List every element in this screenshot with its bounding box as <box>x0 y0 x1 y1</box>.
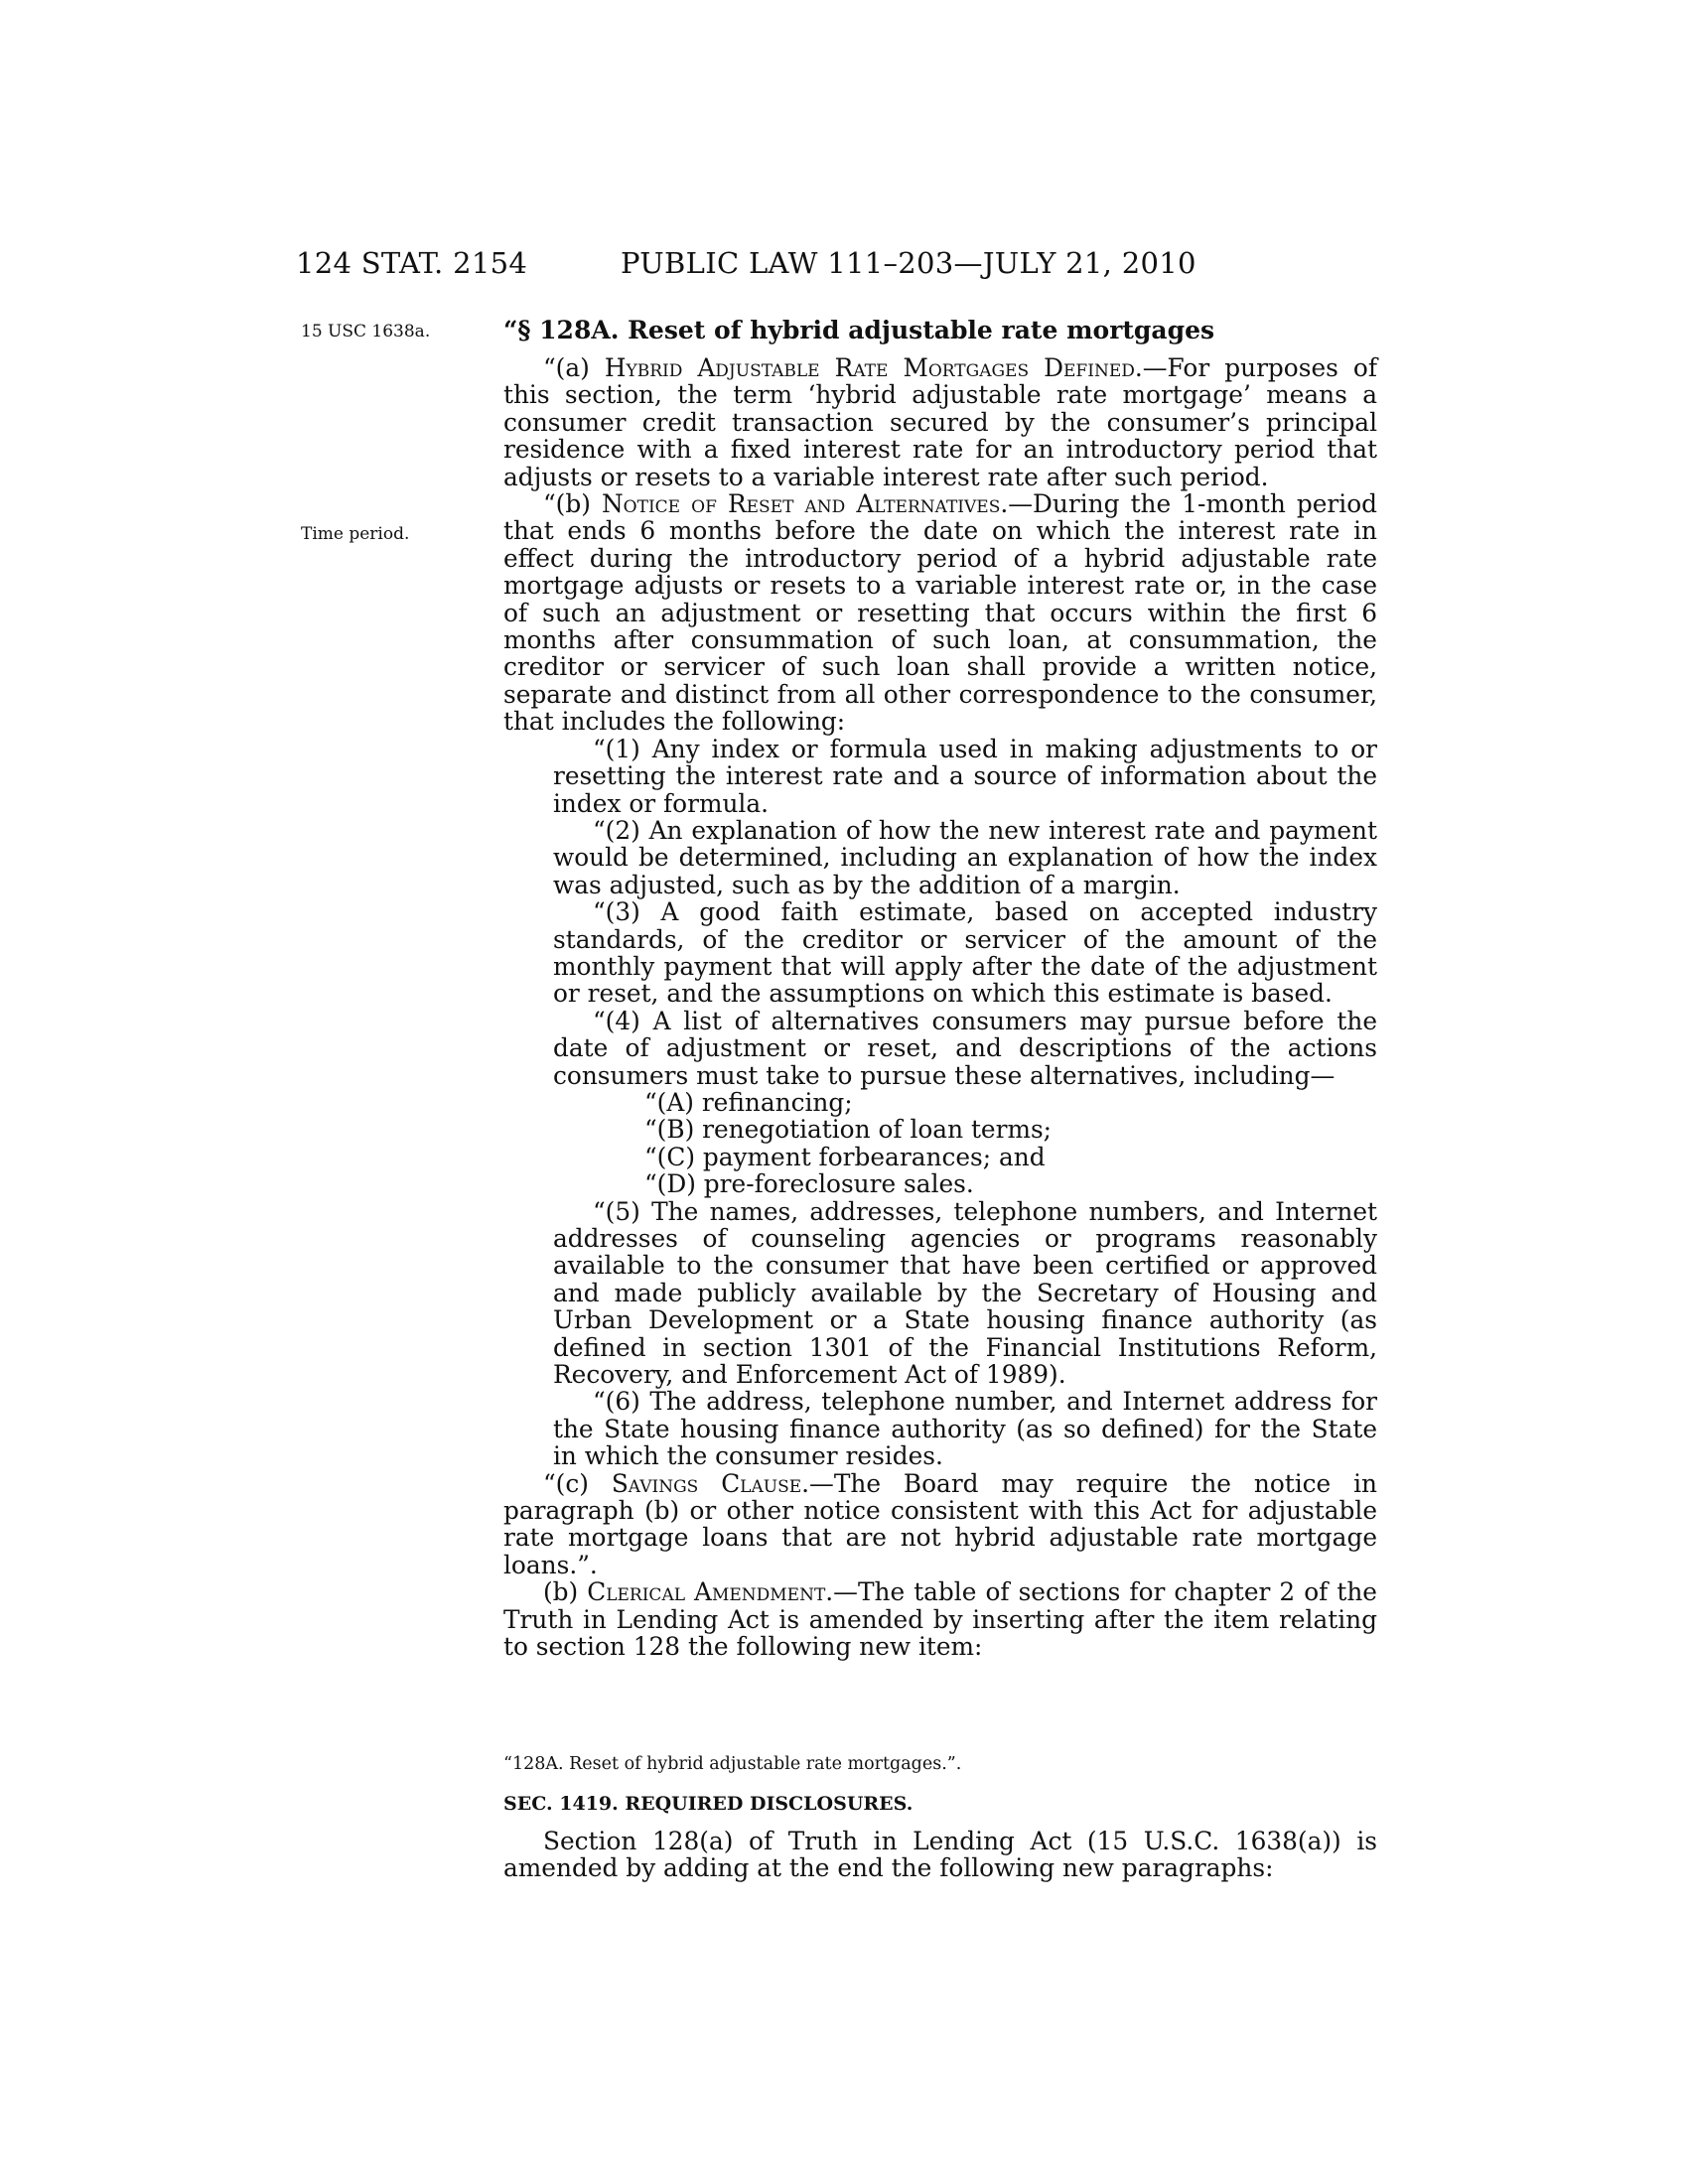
stat-page-number: 124 STAT. 2154 <box>296 246 528 280</box>
list-item-2: “(2) An explanation of how the new interest rate and payment would be determined, including an explanation of how the index was adjusted, such as by the addition of a margin. <box>553 815 1377 899</box>
list-item-1: “(1) Any index or formula used in making adjustments to or resetting the interest rate and a source of information about the index or formula. <box>553 734 1377 818</box>
paragraph-c-text: .—The Board may require the notice in paragraph (b) or other notice consistent with this Act for adjustable rate mortgage loans that are not hybrid adjustable rate mortgage loans.”. <box>503 1468 1377 1579</box>
list-item-3: “(3) A good faith estimate, based on accepted industry standards, of the creditor or servicer of the amount of the monthly payment that will apply after the date of the adjustment or reset, and the assumptions on which this estimate is based. <box>553 897 1377 1009</box>
sec-1419-text: Section 128(a) of Truth in Lending Act (15 U.S.C. 1638(a)) is amended by adding at the end the following new paragraphs: <box>503 1827 1377 1883</box>
list-item-6: “(6) The address, telephone number, and Internet address for the State housing finance authority (as so defined) for the State in which the consumer resides. <box>553 1387 1377 1471</box>
margin-note-usc: 15 USC 1638a. <box>301 322 431 341</box>
table-of-sections-item: “128A. Reset of hybrid adjustable rate mortgages.”. <box>503 1754 962 1774</box>
paragraph-b-text: .—During the 1-month period that ends 6 months before the date on which the interest rate in effect during the introductory period of a hybrid adjustable rate mortgage adjusts or resets to a variable interest rate or, in the case of such an adjustment or resetting that occurs within the first 6 months after consummation of such loan, at consummation, the creditor or servicer of such loan shall provide a written notice, separate and distinct from all other correspondence to the consumer, that includes the following: <box>503 489 1377 737</box>
paragraph-a-heading: Hybrid Adjustable Rate Mortgages Defined <box>604 353 1135 382</box>
sub-item-b: “(B) renegotiation of loan terms; <box>644 1115 1053 1145</box>
paragraph-b <box>503 490 1377 736</box>
sub-item-a: “(A) refinancing; <box>644 1087 853 1117</box>
sec-1419-heading: SEC. 1419. REQUIRED DISCLOSURES. <box>503 1793 914 1815</box>
paragraph-c <box>503 1470 1377 1579</box>
paragraph-b-heading: Notice of Reset and Alternatives <box>601 489 1001 519</box>
paragraph-c-lead: “(c) <box>543 1468 612 1498</box>
section-title: “§ 128A. Reset of hybrid adjustable rate mortgages <box>503 316 1215 344</box>
paragraph-a <box>503 354 1377 490</box>
paragraph-a-lead: “(a) <box>543 353 605 382</box>
sub-item-d: “(D) pre-foreclosure sales. <box>644 1169 974 1199</box>
paragraph-b-lead: “(b) <box>543 489 602 519</box>
list-item-4: “(4) A list of alternatives consumers may pursue before the date of adjustment or reset, and descriptions of the actions consumers must take to pursue these alternatives, including— <box>553 1006 1377 1090</box>
clerical-amendment <box>503 1578 1377 1660</box>
sec-1419-body <box>503 1828 1377 1882</box>
clerical-heading: Clerical Amendment <box>587 1577 826 1607</box>
sub-item-c: “(C) payment forbearances; and <box>644 1142 1046 1171</box>
section-body <box>503 354 1377 1661</box>
clerical-text: .—The table of sections for chapter 2 of the Truth in Lending Act is amended by inserting after the item relating to section 128 the following new item: <box>503 1577 1377 1662</box>
clerical-lead: (b) <box>543 1577 588 1607</box>
paragraph-c-heading: Savings Clause <box>611 1468 802 1498</box>
list-item-5: “(5) The names, addresses, telephone numbers, and Internet addresses of counseling agencies or programs reasonably available to the consumer that have been certified or approved and made publicly available by the Secretary of Housing and Urban Development or a State housing finance authority (as defined in section 1301 of the Financial Institutions Reform, Recovery, and Enforcement Act of 1989). <box>553 1196 1377 1390</box>
running-header-title: PUBLIC LAW 111–203—JULY 21, 2010 <box>621 246 1196 280</box>
margin-note-time-period: Time period. <box>301 524 410 544</box>
paragraph-a-text: .—For purposes of this section, the term ‘hybrid adjustable rate mortgage’ means a consumer credit transaction secured by the consumer’s principal residence with a fixed interest rate for an introductory period that adjusts or resets to a variable interest rate after such period. <box>503 353 1378 491</box>
